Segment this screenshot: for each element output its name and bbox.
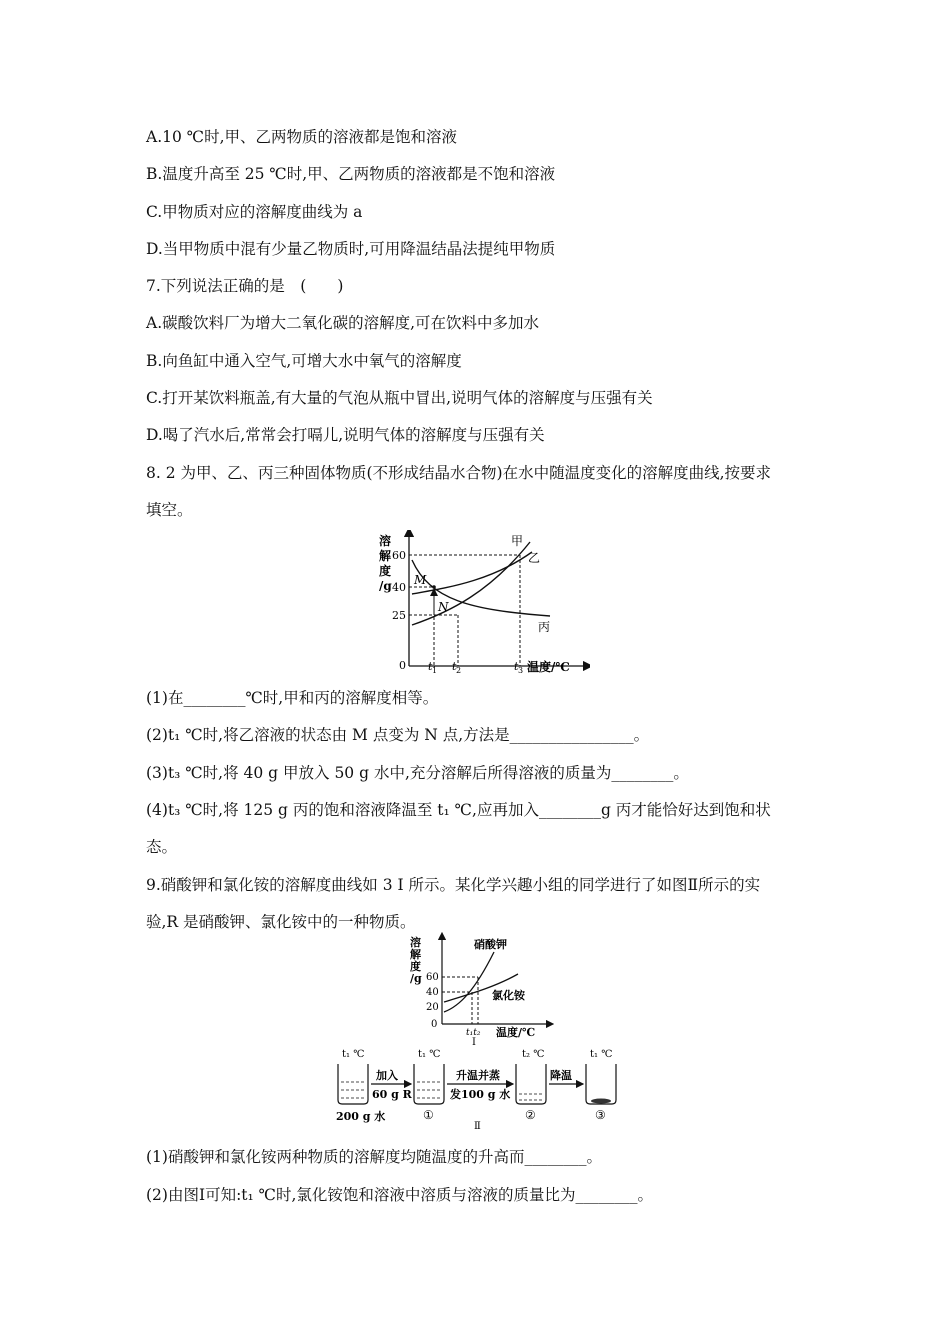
q9-label-n3: ③ (595, 1108, 606, 1122)
q9-tick-60: 60 (426, 972, 439, 983)
q9-stem-line2: 验,R 是硝酸钾、氯化铵中的一种物质。 (146, 913, 416, 931)
q8-xlabel: 温度/℃ (527, 660, 570, 674)
q9-curve-knitrate (444, 952, 494, 1012)
q8-tick-t2-sub: 2 (456, 666, 462, 675)
q9-ylabel-3: 度 (410, 960, 421, 973)
q9-beaker-3 (586, 1064, 616, 1104)
q9-temp-2: t₁ ℃ (418, 1049, 441, 1060)
q8-sub-4: (4)t₃ ℃时,将 125 g 丙的饱和溶液降温至 t₁ ℃,应再加入________g 丙才能恰好达到饱和状 (146, 801, 771, 819)
q8-ylabel-2: 解 (379, 549, 392, 563)
q8-tick-t1-sub: 1 (432, 666, 438, 675)
q9-sub-2: (2)由图Ⅰ可知:t₁ ℃时,氯化铵饱和溶液中溶质与溶液的质量比为________。 (146, 1186, 653, 1204)
q8-label-bing: 丙 (538, 620, 551, 634)
q9-figure-2-caption: Ⅱ (474, 1121, 481, 1130)
q9-temp-3: t₂ ℃ (522, 1049, 545, 1060)
q9-step2-bottom: 发100 g 水 (450, 1088, 511, 1101)
q9-ylabel-4: /g (410, 972, 422, 985)
q9-temp-1: t₁ ℃ (342, 1049, 365, 1060)
q8-label-m: M (414, 573, 427, 587)
q8-stem-line1: 8. 2 为甲、乙、丙三种固体物质(不形成结晶水合物)在水中随温度变化的溶解度曲线,按要求 (146, 464, 772, 482)
q8-sub-3: (3)t₃ ℃时,将 40 g 甲放入 50 g 水中,充分溶解后所得溶液的质量为________。 (146, 764, 689, 782)
q8-tick-t2: t (452, 660, 457, 673)
q8-tick-40: 40 (392, 581, 406, 594)
q9-tick-t1t2: t₁t₂ (466, 1028, 481, 1038)
q8-tick-t3-sub: 3 (518, 666, 524, 675)
q8-point-m (432, 585, 436, 589)
q8-ylabel-3: 度 (379, 564, 392, 578)
q9-label-n1: ① (423, 1108, 434, 1122)
q9-step1-top: 加入 (376, 1069, 398, 1082)
q9-stem-line1: 9.硝酸钾和氯化铵的溶解度曲线如 3 Ⅰ 所示。某化学兴趣小组的同学进行了如图Ⅱ所示的实 (146, 876, 761, 894)
q9-ylabel-1: 溶 (410, 936, 421, 949)
q7-option-b: B.向鱼缸中通入空气,可增大水中氧气的溶解度 (146, 352, 462, 370)
q6-option-c: C.甲物质对应的溶解度曲线为 a (146, 203, 363, 221)
q8-tick-60: 60 (392, 549, 406, 562)
q8-ylabel-1: 溶 (379, 534, 392, 548)
q9-tick-0: 0 (431, 1019, 438, 1030)
q9-label-knitrate: 硝酸钾 (474, 938, 507, 951)
q8-sub-1: (1)在________℃时,甲和丙的溶解度相等。 (146, 689, 439, 707)
q8-curve-yi (412, 552, 532, 594)
q8-tick-t1: t (428, 660, 433, 673)
q6-option-a: A.10 ℃时,甲、乙两物质的溶液都是饱和溶液 (146, 128, 458, 146)
q8-tick-0: 0 (399, 659, 406, 672)
q9-figure-1-caption: Ⅰ (472, 1037, 476, 1046)
q9-figure-1-chart (400, 932, 560, 1046)
q7-option-d: D.喝了汽水后,常常会打嗝儿,说明气体的溶解度与压强有关 (146, 426, 545, 444)
q7-option-c: C.打开某饮料瓶盖,有大量的气泡从瓶中冒出,说明气体的溶解度与压强有关 (146, 389, 653, 407)
q8-tick-t3: t (514, 660, 519, 673)
q9-temp-4: t₁ ℃ (590, 1049, 613, 1060)
q8-sub-2: (2)t₁ ℃时,将乙溶液的状态由 M 点变为 N 点,方法是________________。 (146, 726, 650, 744)
q9-label-n2: ② (525, 1108, 536, 1122)
q8-stem-line2: 填空。 (146, 501, 193, 519)
q8-sub-4-cont: 态。 (146, 838, 178, 856)
q9-beaker-2 (516, 1064, 546, 1104)
q8-label-yi: 乙 (528, 551, 541, 565)
q9-step3: 降温 (550, 1069, 572, 1082)
q9-xlabel: 温度/℃ (496, 1026, 536, 1039)
q8-tick-25: 25 (392, 609, 406, 622)
q9-crystal-3 (591, 1099, 611, 1104)
q9-step1-bottom: 60 g R (372, 1088, 412, 1101)
q9-label-nh4cl: 氯化铵 (492, 989, 525, 1002)
q9-water-label: 200 g 水 (336, 1110, 386, 1123)
q8-label-n: N (438, 600, 449, 614)
q8-label-jia: 甲 (511, 534, 524, 548)
q6-option-b: B.温度升高至 25 ℃时,甲、乙两物质的溶液都是不饱和溶液 (146, 165, 556, 183)
q9-tick-20: 20 (426, 1002, 439, 1013)
q9-sub-1: (1)硝酸钾和氯化铵两种物质的溶解度均随温度的升高而________。 (146, 1148, 602, 1166)
q9-step2-top: 升温并蒸 (456, 1069, 500, 1082)
q7-stem: 7.下列说法正确的是 ( ) (146, 277, 344, 295)
q8-solubility-chart (370, 530, 590, 678)
q9-ylabel-2: 解 (410, 948, 421, 961)
q6-option-d: D.当甲物质中混有少量乙物质时,可用降温结晶法提纯甲物质 (146, 240, 556, 258)
q9-tick-40: 40 (426, 987, 439, 998)
q8-ylabel-4: /g (379, 579, 392, 593)
q7-option-a: A.碳酸饮料厂为增大二氧化碳的溶解度,可在饮料中多加水 (146, 314, 540, 332)
q9-figure-2-diagram (330, 1046, 630, 1130)
